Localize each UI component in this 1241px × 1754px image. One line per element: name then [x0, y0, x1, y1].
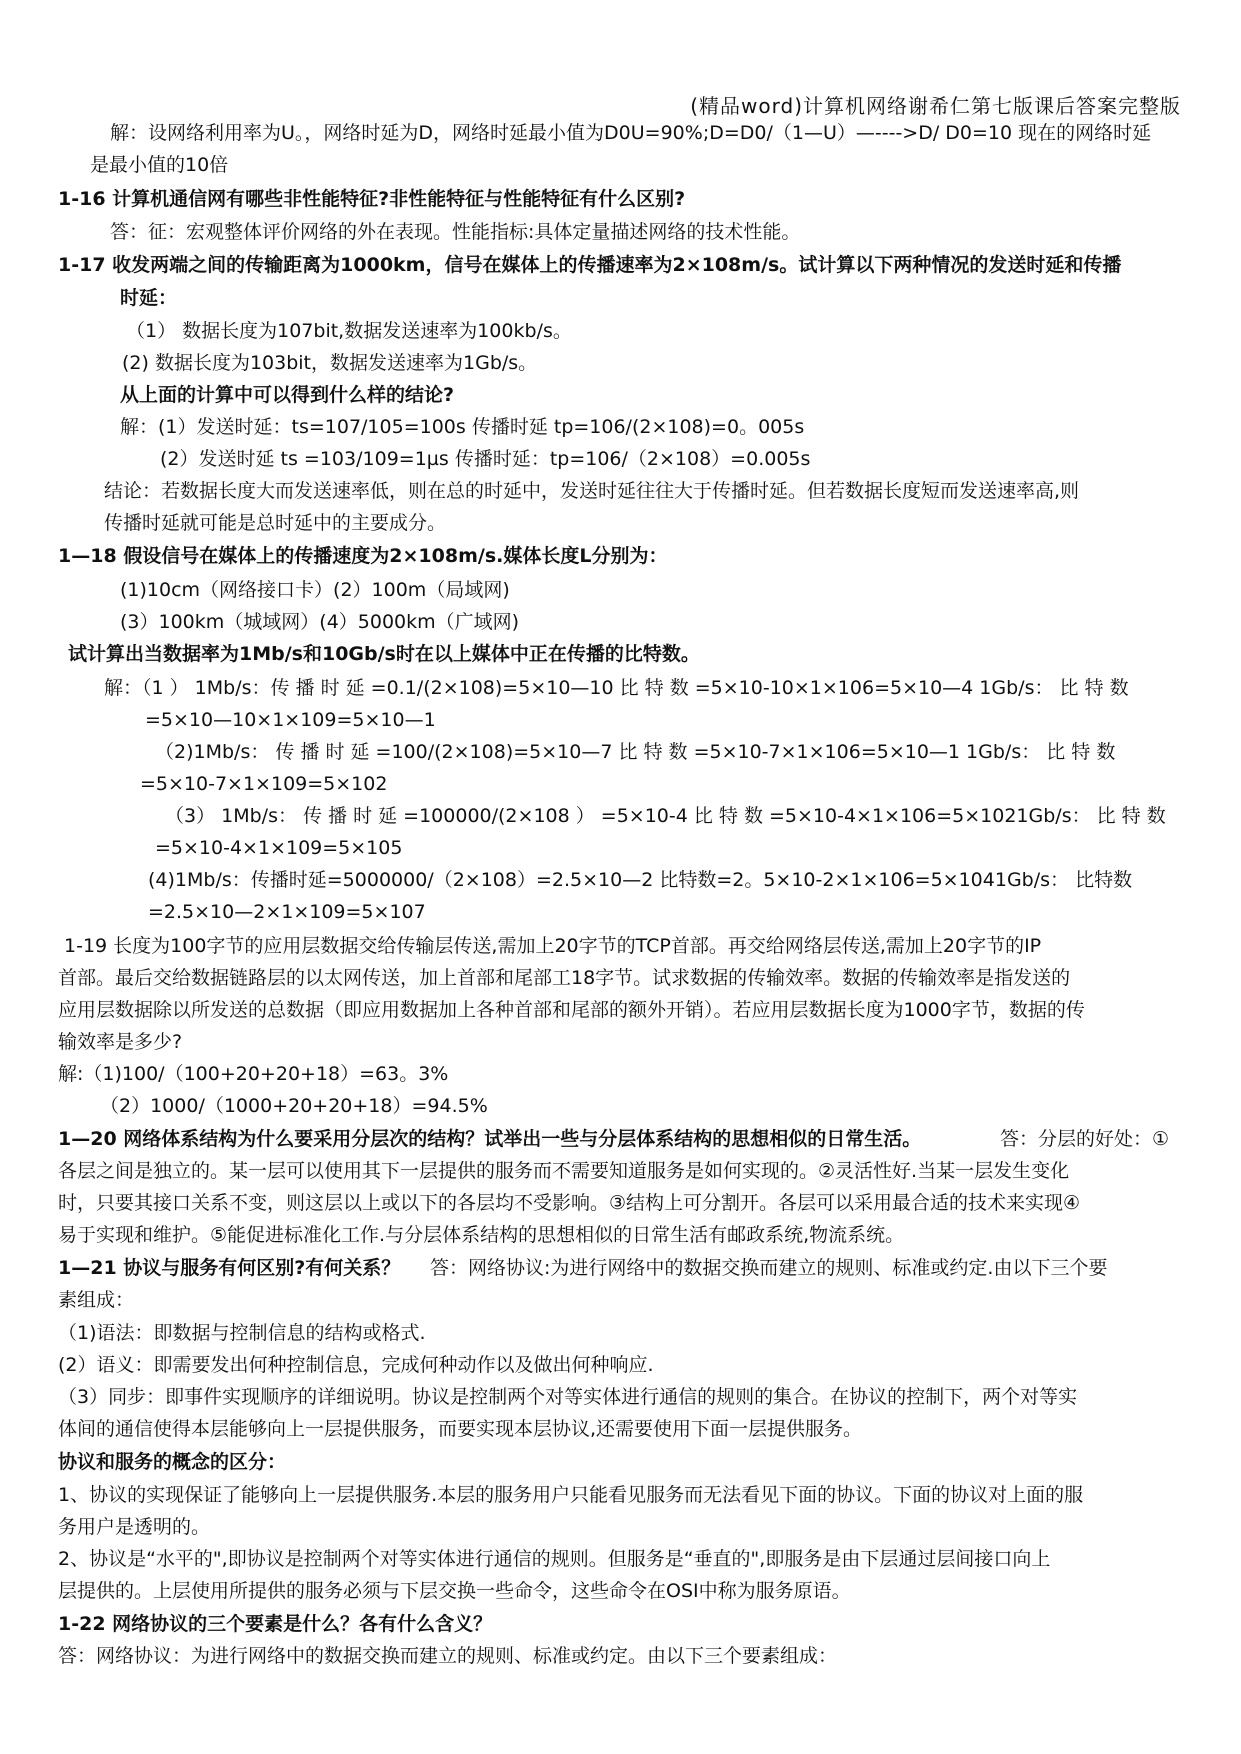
question-heading: 时延：: [120, 287, 178, 309]
question-heading: 1-16 计算机通信网有哪些非性能特征?非性能特征与性能特征有什么区别?: [58, 188, 686, 210]
question-heading: 从上面的计算中可以得到什么样的结论?: [120, 384, 455, 406]
question-heading: 试计算出当数据率为1Mb/s和10Gb/s时在以上媒体中正在传播的比特数。: [68, 643, 700, 665]
text-line: (1)10cm（网络接口卡）(2）100m（局域网): [120, 579, 510, 601]
text-line: 1、协议的实现保证了能够向上一层提供服务.本层的服务用户只能看见服务而无法看见下面的协议。下面的协议对上面的服: [58, 1484, 1084, 1506]
page-header: (精品word)计算机网络谢希仁第七版课后答案完整版: [690, 94, 1181, 118]
question-heading: 1-17 收发两端之间的传输距离为1000km，信号在媒体上的传播速率为2×108m/s。试计算以下两种情况的发送时延和传播: [58, 254, 1122, 276]
text-line: (4)1Mb/s：传播时延=5000000/（2×108）=2.5×10—2 比特数=2。5×10-2×1×106=5×1041Gb/s： 比特数: [148, 869, 1133, 891]
text-line: 答：分层的好处：①: [1000, 1128, 1170, 1150]
text-line: 答：网络协议：为进行网络中的数据交换而建立的规则、标准或约定。由以下三个要素组成：: [58, 1645, 838, 1667]
question-heading: 1—18 假设信号在媒体上的传播速度为2×108m/s.媒体长度L分别为：: [58, 545, 668, 567]
text-line: 各层之间是独立的。某一层可以使用其下一层提供的服务而不需要知道服务是如何实现的。②灵活性好.当某一层发生变化: [58, 1160, 1070, 1182]
text-line: 是最小值的10倍: [90, 154, 229, 176]
text-line: （2)1Mb/s： 传 播 时 延 =100/(2×108)=5×10—7 比 特 数 =5×10-7×1×106=5×10—1 1Gb/s： 比 特 数: [155, 741, 1116, 763]
section-heading: 协议和服务的概念的区分：: [58, 1451, 287, 1473]
text-line: 结论：若数据长度大而发送速率低，则在总的时延中，发送时延往往大于传播时延。但若数据长度短而发送速率高,则: [104, 480, 1080, 502]
text-line: (2）语义：即需要发出何种控制信息，完成何种动作以及做出何种响应.: [58, 1354, 654, 1376]
text-line: 体间的通信使得本层能够向上一层提供服务，而要实现本层协议,还需要使用下面一层提供服务。: [58, 1418, 863, 1440]
text-line: 务用户是透明的。: [58, 1516, 211, 1538]
text-line: 传播时延就可能是总时延中的主要成分。: [104, 512, 447, 534]
text-line: 解：（1 ） 1Mb/s：传 播 时 延 =0.1/(2×108)=5×10—10 比 特 数 =5×10-10×1×106=5×10—4 1Gb/s： 比 特 数: [104, 677, 1129, 699]
text-line: 答：征：宏观整体评价网络的外在表现。性能指标:具体定量描述网络的技术性能。: [110, 221, 801, 243]
text-line: =2.5×10—2×1×109=5×107: [148, 901, 426, 923]
text-line: 首部。最后交给数据链路层的以太网传送，加上首部和尾部工18字节。试求数据的传输效率。数据的传输效率是指发送的: [58, 967, 1071, 989]
text-line: 时，只要其接口关系不变，则这层以上或以下的各层均不受影响。③结构上可分割开。各层可以采用最合适的技术来实现④: [58, 1192, 1081, 1214]
text-line: =5×10-7×1×109=5×102: [140, 773, 388, 795]
text-line: （2）1000/（1000+20+20+18）=94.5%: [100, 1095, 488, 1117]
text-line: 应用层数据除以所发送的总数据（即应用数据加上各种首部和尾部的额外开销）。若应用层数据长度为1000字节，数据的传: [58, 999, 1085, 1021]
text-line: 2、协议是“水平的",即协议是控制两个对等实体进行通信的规则。但服务是“垂直的",即服务是由下层通过层间接口向上: [58, 1548, 1051, 1570]
text-line: （1)语法：即数据与控制信息的结构或格式.: [58, 1322, 426, 1344]
text-line: =5×10-4×1×109=5×105: [155, 837, 403, 859]
text-line: 解：设网络利用率为U。，网络时延为D，网络时延最小值为D0U=90%;D=D0/（1—U）—---->D/ D0=10 现在的网络时延: [110, 122, 1152, 144]
text-line: 易于实现和维护。⑤能促进标准化工作.与分层体系结构的思想相似的日常生活有邮政系统,物流系统。: [58, 1224, 905, 1246]
text-line: =5×10—10×1×109=5×10—1: [145, 709, 436, 731]
text-line: 素组成：: [58, 1289, 135, 1311]
text-line: (2）发送时延 ts =103/109=1µs 传播时延：tp=106/（2×108）=0.005s: [160, 448, 811, 470]
text-line: 输效率是多少?: [58, 1031, 183, 1053]
text-line: （3）同步：即事件实现顺序的详细说明。协议是控制两个对等实体进行通信的规则的集合。在协议的控制下，两个对等实: [58, 1386, 1078, 1408]
text-line: (3）100km（城域网）(4）5000km（广域网): [120, 611, 520, 633]
text-line: （1） 数据长度为107bit,数据发送速率为100kb/s。: [126, 320, 572, 342]
text-line: 1-19 长度为100字节的应用层数据交给传输层传送,需加上20字节的TCP首部。再交给网络层传送,需加上20字节的IP: [64, 935, 1042, 957]
text-line: 答：网络协议:为进行网络中的数据交换而建立的规则、标准或约定.由以下三个要: [430, 1257, 1108, 1279]
text-line: 解：(1）发送时延：ts=107/105=100s 传播时延 tp=106/(2×108)=0。005s: [120, 416, 805, 438]
text-line: 解:（1)100/（100+20+20+18）=63。3%: [58, 1063, 449, 1085]
question-heading: 1—21 协议与服务有何区别?有何关系？: [58, 1257, 401, 1279]
text-line: （3） 1Mb/s： 传 播 时 延 =100000/(2×108 ） =5×10-4 比 特 数 =5×10-4×1×106=5×1021Gb/s： 比 特 数: [165, 805, 1166, 827]
text-line: (2) 数据长度为103bit，数据发送速率为1Gb/s。: [122, 352, 538, 374]
question-heading: 1-22 网络协议的三个要素是什么？各有什么含义？: [58, 1613, 493, 1635]
question-heading: 1—20 网络体系结构为什么要采用分层次的结构？试举出一些与分层体系结构的思想相似的日常生活。: [58, 1128, 922, 1150]
text-line: 层提供的。上层使用所提供的服务必须与下层交换一些命令，这些命令在OSI中称为服务原语。: [58, 1580, 851, 1602]
